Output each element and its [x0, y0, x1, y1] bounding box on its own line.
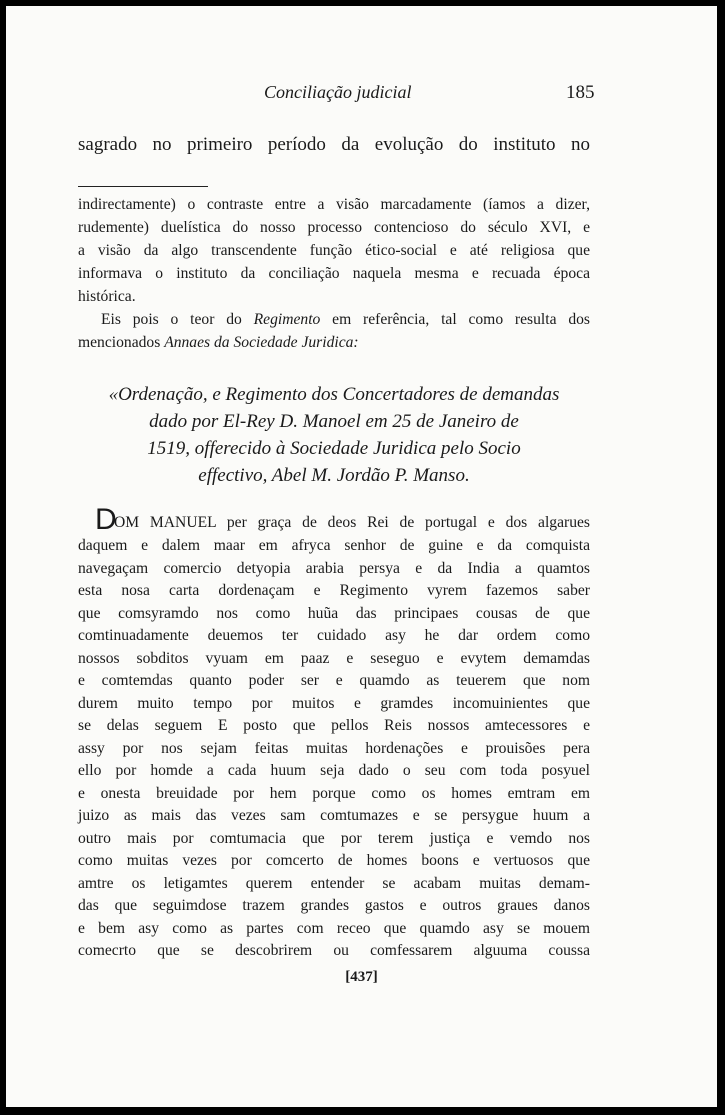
continued-text-line: sagrado no primeiro período da evolução do instituto no	[78, 134, 590, 155]
decree-line: durem muito tempo por muitos e gramdes incomuinientes que	[78, 694, 590, 712]
decree-line: nossos sobditos vyuam em paaz e seseguo e evytem demamdas	[78, 649, 590, 667]
decree-line: outro mais por comtumacia que por terem justiça e vemdo nos	[78, 829, 590, 847]
decree-line: e onesta breuidade por hem porque como os homes emtram em	[78, 784, 590, 802]
p2-prefix: mencionados	[78, 334, 165, 351]
decree-line: daquem e dalem maar em afryca senhor de guine e da comquista	[78, 537, 590, 554]
decree-line: navegaçam comercio detyopia arabia persya e da India a quamtos	[78, 559, 590, 577]
decree-line: comecrto que se descobrirem ou comfessarem alguuma coussa	[78, 942, 590, 959]
page-header	[6, 82, 717, 106]
decree-line: ello por homde a cada huum seja dado o seu com toda posyuel	[78, 762, 590, 779]
footnote-p2-line2	[78, 334, 590, 352]
footnote-line: a visão da algo transcendente função ético-social e até religiosa que	[78, 242, 590, 259]
decree-line: juizo as mais das vezes sam comtumazes e se persygue huum a	[78, 807, 590, 824]
decree-first-line: OM MANUEL per graça de deos Rei de portugal e dos algarues	[114, 514, 590, 531]
footnote-line: histórica.	[78, 288, 136, 305]
decree-line: e comtemdas quanto poder ser e quamdo as teuerem que nom	[78, 672, 590, 689]
document-title-line: dado por El-Rey D. Manoel em 25 de Janeiro de	[149, 411, 519, 432]
annaes-title: Annaes da Sociedade Juridica:	[164, 334, 359, 351]
decree-line: que comsyramdo nos como huũa das principaes cousas de que	[78, 604, 590, 622]
footnote-line: rudemente) duelística do nosso processo contencioso do século XVI, e	[78, 219, 590, 236]
regimento-italic: Regimento	[253, 311, 321, 328]
footnote-line: informava o instituto da conciliação naquela mesma e recuada época	[78, 265, 590, 282]
document-title-line: effectivo, Abel M. Jordão P. Manso.	[198, 465, 470, 486]
decree-line: das que seguimdose trazem grandes gastos e outros graues danos	[78, 897, 590, 914]
page-number: 185	[566, 82, 595, 103]
decree-line: comtinuadamente deuemos ter cuidado asy he dar ordem como	[78, 627, 590, 644]
footnote-p2-line	[101, 311, 590, 329]
p2-text: Eis pois o teor do Regimento em referência, tal como resulta dos	[101, 311, 590, 328]
decree-line: assy por nos sejam feitas muitas hordenações e prouisões pera	[78, 739, 590, 757]
decree-line: esta nosa carta dordenaçam e Regimento vyrem fazemos saber	[78, 582, 590, 599]
drop-cap: D	[95, 503, 117, 536]
decree-line: se delas seguem E posto que pellos Reis nossos amtecessores e	[78, 717, 590, 734]
book-page	[6, 6, 717, 1107]
folio-number: [437]	[345, 969, 378, 985]
decree-line: e bem asy como as partes com receo que quamdo asy se mouem	[78, 919, 590, 937]
decree-line: amtre os letigamtes querem entender se acabam muitas demam-	[78, 874, 590, 892]
decree-line: como muitas vezes por comcerto de homes boons e vertuosos que	[78, 852, 590, 869]
running-title: Conciliação judicial	[264, 82, 412, 102]
document-title-line: 1519, offerecido à Sociedade Juridica pelo Socio	[147, 438, 521, 459]
document-title-line: «Ordenação, e Regimento dos Concertadores de demandas	[108, 384, 560, 405]
footnote-rule	[78, 186, 208, 187]
footnote-line: indirectamente) o contraste entre a visão marcadamente (íamos a dizer,	[78, 196, 590, 213]
